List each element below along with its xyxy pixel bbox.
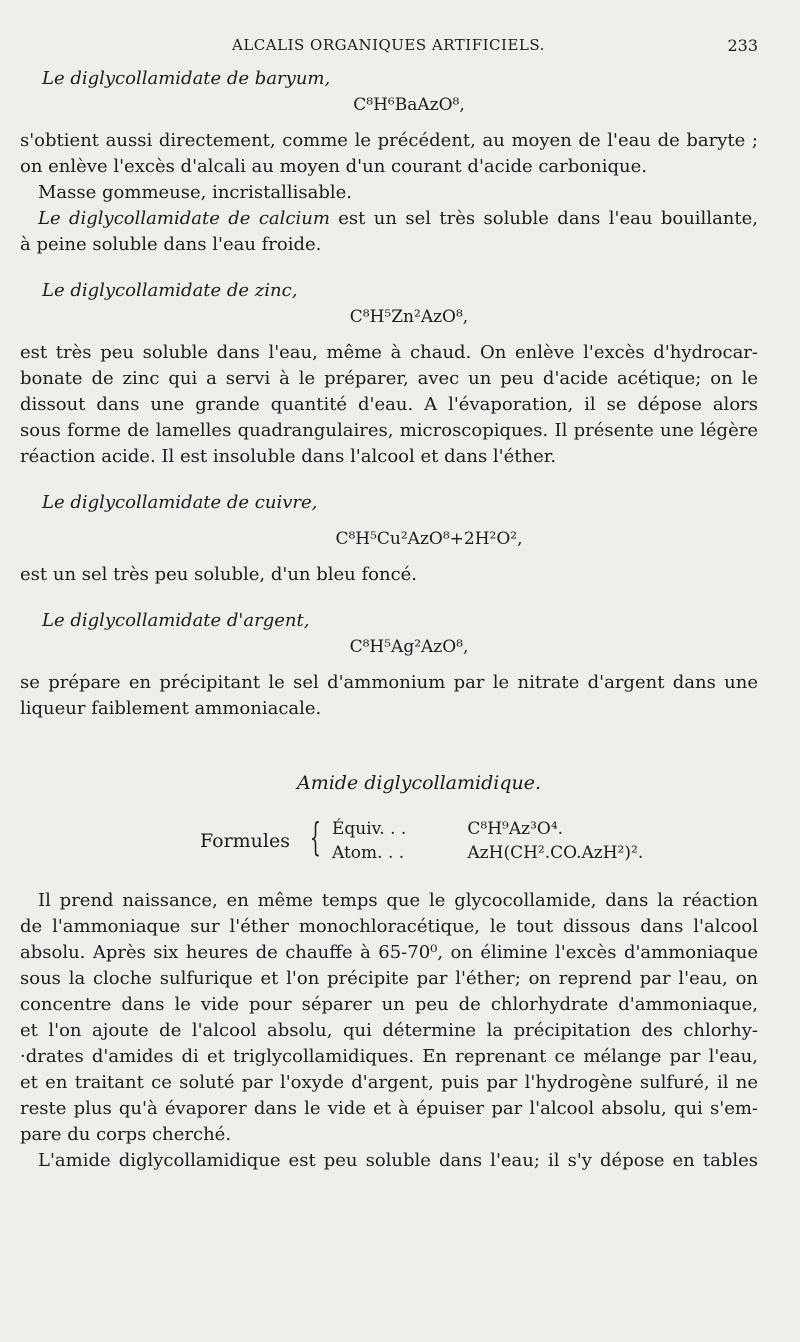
barium-formula: C⁸H⁶BaAzO⁸, — [353, 95, 465, 115]
paragraph-line: concentre dans le vide pour séparer un peu de chlorhydrate d'ammoniaque, — [20, 994, 758, 1015]
zinc-line-4: sous forme de lamelles quadrangulaires, microscopiques. Il présente une légère — [20, 420, 758, 441]
formulas-block — [20, 810, 758, 868]
atom-label: Atom. . . — [332, 843, 405, 863]
section-title: Amide diglycollamidique. — [296, 772, 542, 794]
zinc-heading: Le diglycollamidate de zinc, — [42, 280, 298, 301]
paragraph-line: reste plus qu'à évaporer dans le vide et à épuiser par l'alcool absolu, qui s'em- — [20, 1098, 758, 1119]
calcium-line-2: à peine soluble dans l'eau froide. — [20, 234, 322, 255]
paragraph-line: et l'on ajoute de l'alcool absolu, qui détermine la précipitation des chlorhy- — [20, 1020, 758, 1041]
barium-heading: Le diglycollamidate de baryum, — [42, 68, 331, 89]
silver-line-1: se prépare en précipitant le sel d'ammonium par le nitrate d'argent dans une — [20, 672, 758, 693]
copper-formula: C⁸H⁵Cu²AzO⁸+2H²O², — [335, 529, 523, 549]
equiv-label: Équiv. . . — [332, 819, 407, 839]
barium-line-2: on enlève l'excès d'alcali au moyen d'un courant d'acide carbonique. — [20, 156, 647, 177]
body-text — [20, 66, 758, 1174]
zinc-formula: C⁸H⁵Zn²AzO⁸, — [349, 307, 469, 327]
page-header — [0, 30, 800, 58]
amide-paragraph-2-line: L'amide diglycollamidique est peu soluble dans l'eau; il s'y dépose en tables — [38, 1150, 758, 1171]
zinc-line-1: est très peu soluble dans l'eau, même à chaud. On enlève l'excès d'hydrocar- — [20, 342, 758, 363]
silver-heading: Le diglycollamidate d'argent, — [42, 610, 310, 631]
copper-heading: Le diglycollamidate de cuivre, — [42, 492, 318, 513]
silver-line-2: liqueur faiblement ammoniacale. — [20, 698, 322, 719]
calcium-line-1 — [20, 206, 758, 232]
calcium-rest: est un sel très soluble dans l'eau bouillante, — [329, 208, 758, 229]
barium-mass: Masse gommeuse, incristallisable. — [38, 182, 352, 203]
paragraph-line: Il prend naissance, en même temps que le glycocollamide, dans la réaction — [38, 890, 758, 911]
zinc-line-3: dissout dans une grande quantité d'eau. A l'évaporation, il se dépose alors — [20, 394, 758, 415]
brace-icon: { — [310, 815, 321, 859]
paragraph-line: absolu. Après six heures de chauffe à 65-70⁰, on élimine l'excès d'ammoniaque — [20, 942, 758, 963]
page-number: 233 — [727, 36, 758, 55]
atom-formula: AzH(CH².CO.AzH²)². — [467, 843, 644, 863]
running-title: ALCALIS ORGANIQUES ARTIFICIELS. — [232, 36, 545, 54]
equiv-formula: C⁸H⁹Az³O⁴. — [467, 819, 564, 839]
formula-row-atom — [332, 840, 643, 866]
paragraph-line: et en traitant ce soluté par l'oxyde d'argent, puis par l'hydrogène sulfuré, il ne — [20, 1072, 758, 1093]
silver-formula: C⁸H⁵Ag²AzO⁸, — [349, 637, 469, 657]
paragraph-line: sous la cloche sulfurique et l'on précipite par l'éther; on reprend par l'eau, on — [20, 968, 758, 989]
zinc-line-2: bonate de zinc qui a servi à le préparer, avec un peu d'acide acétique; on le — [20, 368, 758, 389]
paragraph-line: ·drates d'amides di et triglycollamidiques. En reprenant ce mélange par l'eau, — [20, 1046, 758, 1067]
paragraph-line: de l'ammoniaque sur l'éther monochloracétique, le tout dissous dans l'alcool — [20, 916, 758, 937]
zinc-line-5: réaction acide. Il est insoluble dans l'alcool et dans l'éther. — [20, 446, 557, 467]
calcium-heading: Le diglycollamidate de calcium — [38, 208, 330, 229]
amide-paragraph-1 — [20, 888, 758, 1148]
copper-line: est un sel très peu soluble, d'un bleu foncé. — [20, 564, 418, 585]
formula-row-equiv — [332, 816, 563, 842]
formulas-label: Formules — [200, 830, 290, 852]
paragraph-line: pare du corps cherché. — [20, 1124, 232, 1145]
barium-line-1: s'obtient aussi directement, comme le précédent, au moyen de l'eau de baryte ; — [20, 130, 758, 151]
